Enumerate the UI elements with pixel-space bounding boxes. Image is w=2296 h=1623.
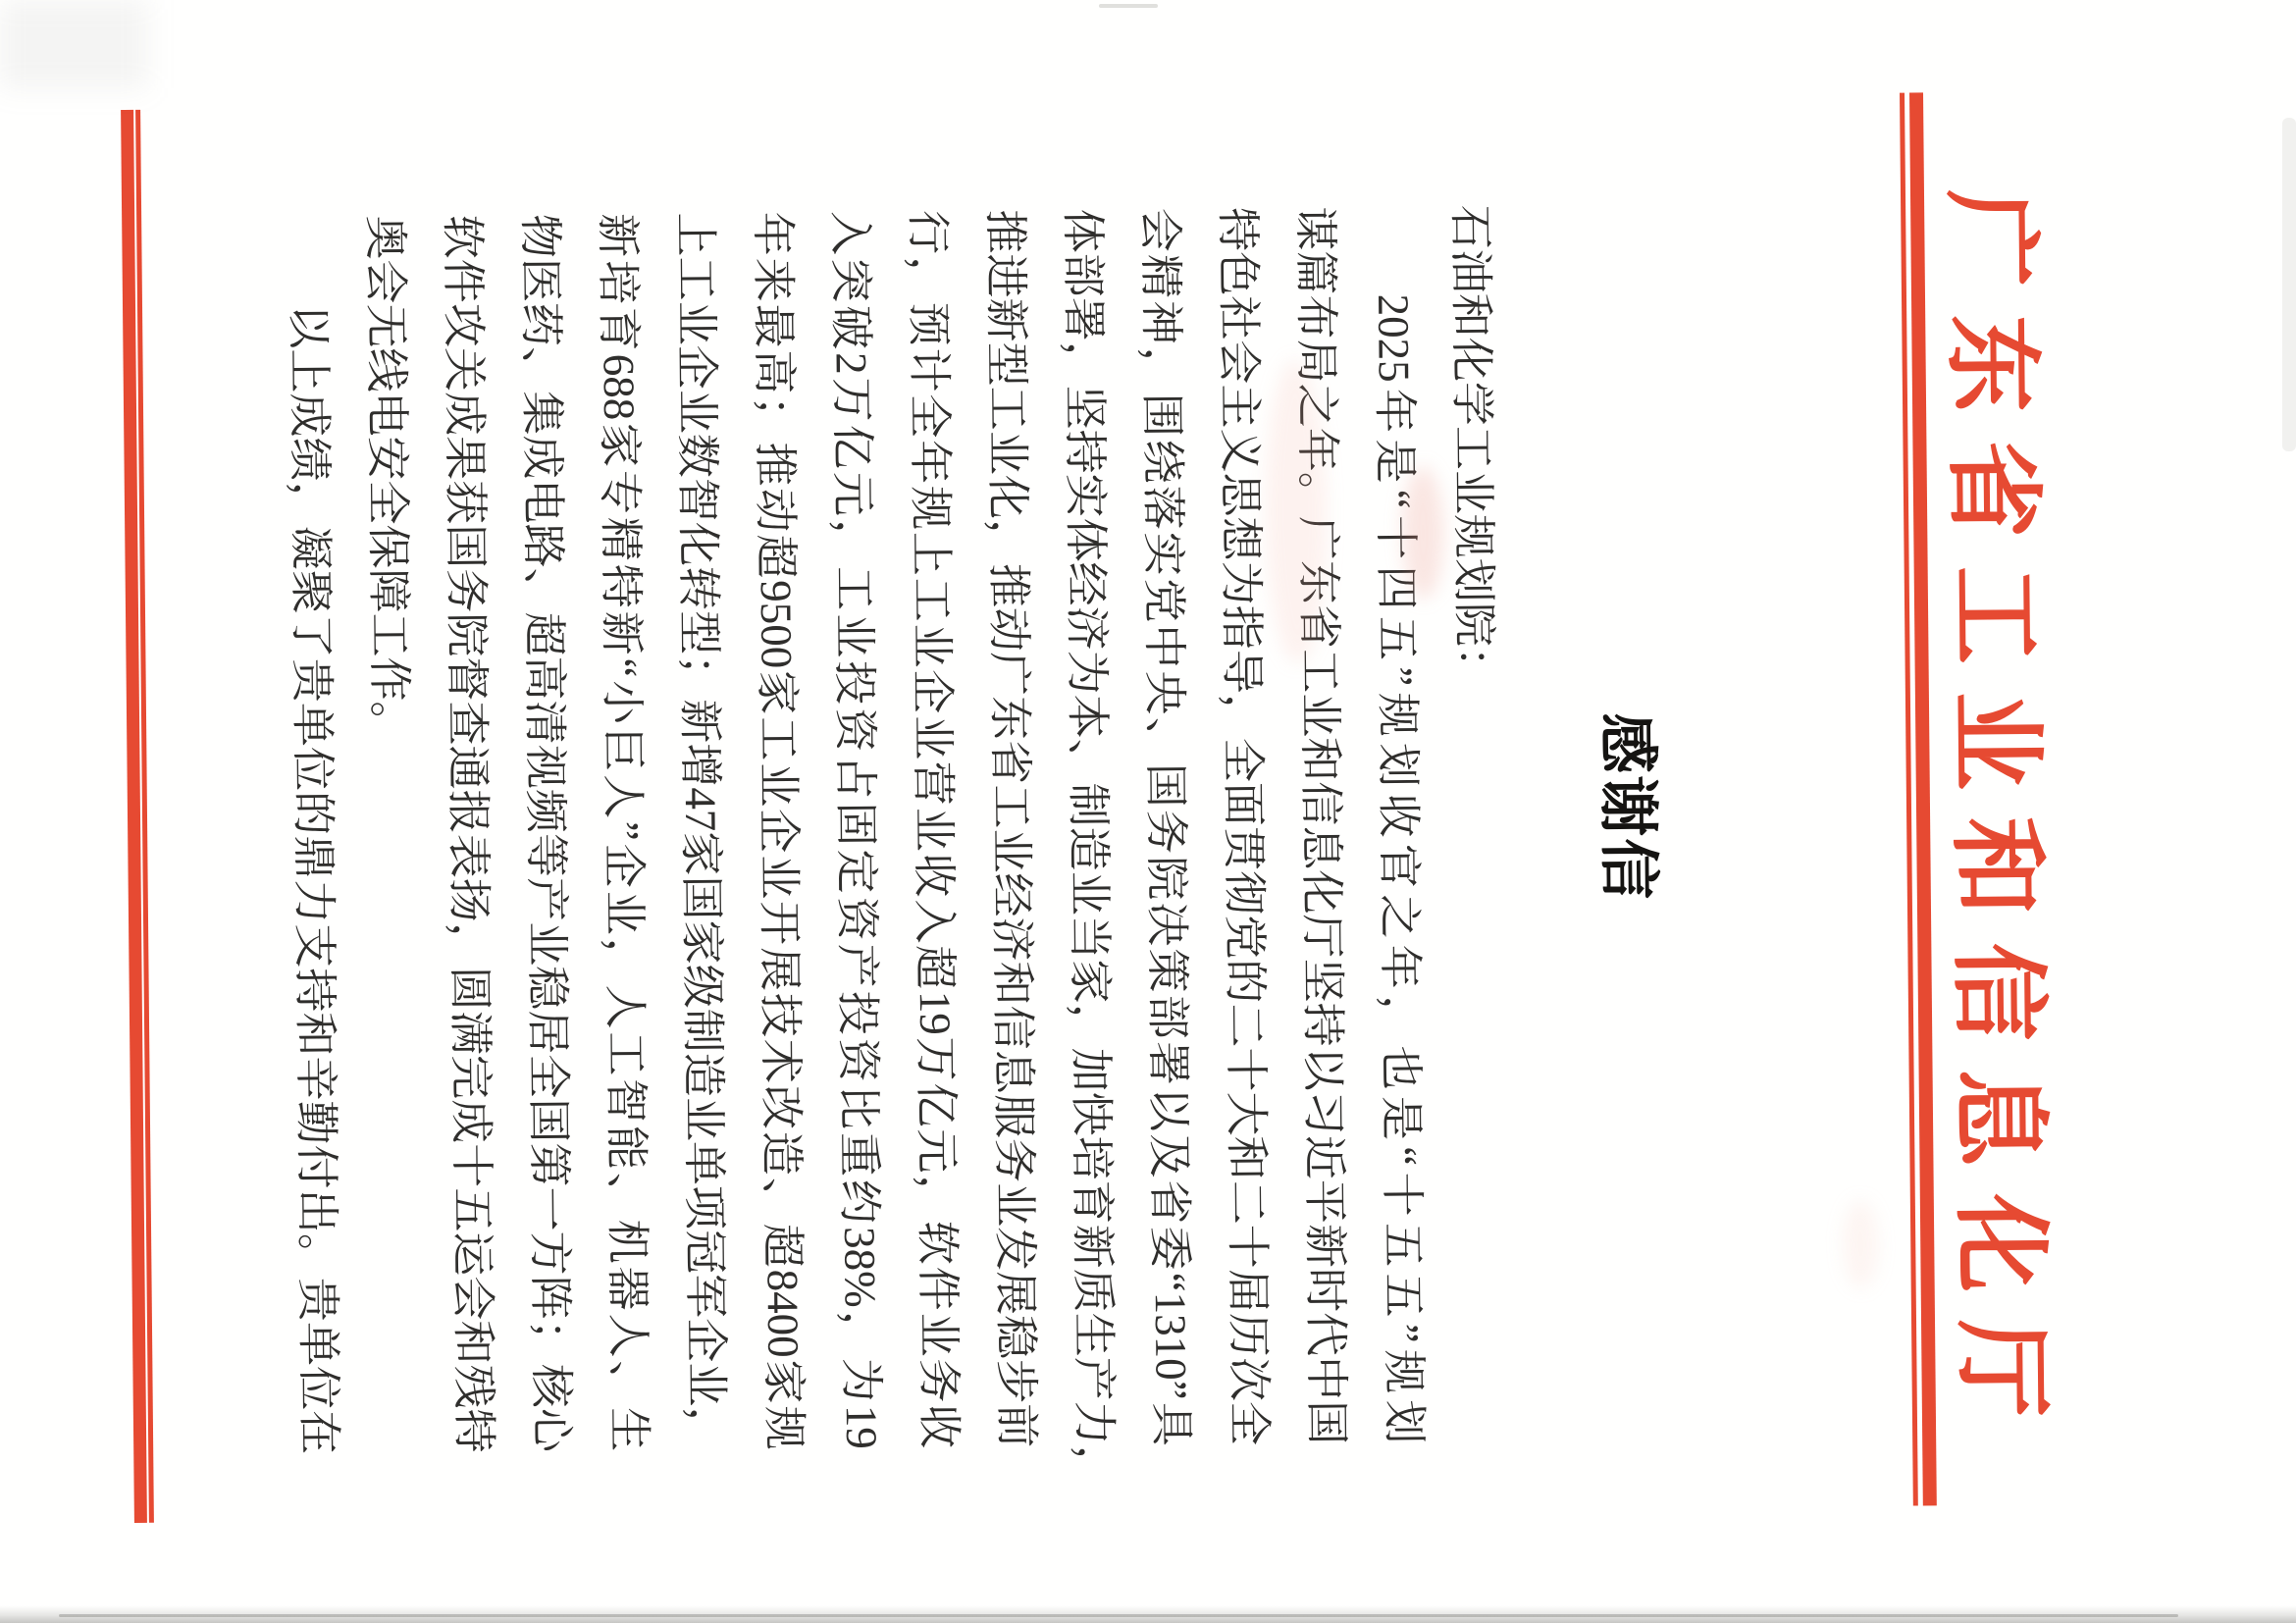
body-line: 新培育688家专精特新“小巨人”企业，人工智能、机器人、生 bbox=[593, 212, 654, 1452]
body-line: 以上成绩，凝聚了贵单位的鼎力支持和辛勤付出。贵单位在 bbox=[284, 303, 344, 1455]
body-line: 年来最高；推动超9500家工业企业开展技术改造、超8400家规 bbox=[748, 211, 809, 1450]
body-line: 上工业企业数智化转型；新增47家国家级制造业单项冠军企业， bbox=[670, 212, 732, 1451]
body-line: 谋篇布局之年。广东省工业和信息化厅坚持以习近平新时代中国 bbox=[1290, 206, 1352, 1445]
letter-body bbox=[268, 204, 1520, 1490]
body-line: 会精神，围绕落实党中央、国务院决策部署以及省委“1310”具 bbox=[1135, 207, 1197, 1447]
scanner-smudge bbox=[2282, 118, 2296, 451]
body-line: 入突破2万亿元，工业投资占固定资产投资比重约38%，为19 bbox=[825, 210, 887, 1450]
recipient-line: 石油和化学工业规划院： bbox=[1445, 204, 1499, 692]
body-line: 物医药、集成电路、超高清视频等产业稳居全国第一方阵；核心 bbox=[515, 213, 577, 1453]
body-line: 体部署，坚持实体经济为本、制造业当家，加快培育新质生产力， bbox=[1058, 208, 1120, 1490]
body-line: 2025年是“十四五”规划收官之年，也是“十五五”规划 bbox=[1368, 293, 1430, 1444]
body-line: 软件攻关成果获国务院督查通报表扬，圆满完成十五运会和残特 bbox=[438, 214, 499, 1453]
scanner-edge-line bbox=[59, 1614, 2178, 1617]
letterhead-title: 广东省工业和信息化厅 bbox=[1934, 188, 2057, 1446]
scanner-corner-shade bbox=[0, 0, 147, 88]
seal-bleedthrough-smudge bbox=[1843, 1200, 1879, 1288]
body-line: 推进新型工业化，推动广东省工业经济和信息服务业发展稳步前 bbox=[980, 209, 1042, 1448]
body-line: 行，预计全年规上工业企业营业收入超19万亿元，软件业务收 bbox=[903, 209, 965, 1449]
scanner-smudge bbox=[1099, 4, 1158, 8]
body-line: 奥会无线电安全保障工作。 bbox=[360, 215, 415, 746]
document-title: 感谢信 bbox=[1592, 711, 1661, 902]
body-line: 特色社会主义思想为指导，全面贯彻党的二十大和二十届历次全 bbox=[1213, 206, 1275, 1446]
